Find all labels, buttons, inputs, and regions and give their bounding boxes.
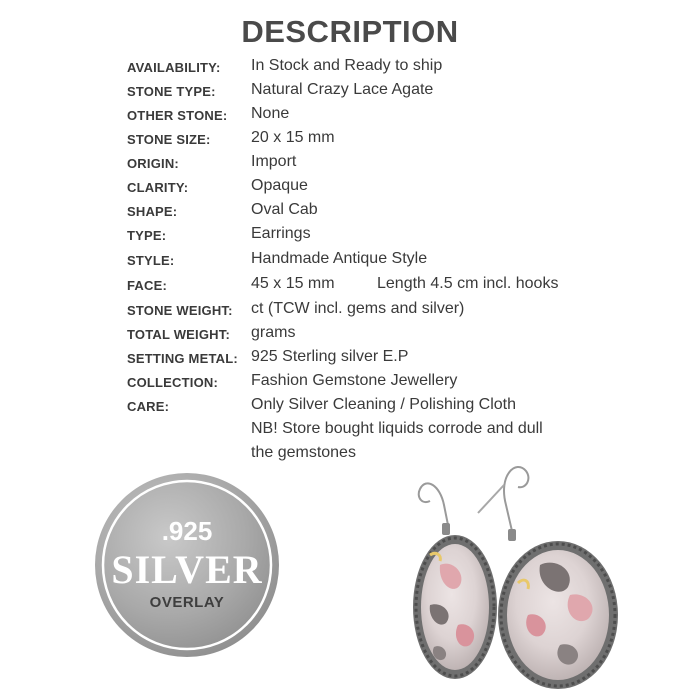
spec-value: Earrings — [251, 225, 311, 242]
spec-value: 925 Sterling silver E.P — [251, 348, 409, 365]
spec-value-length: Length 4.5 cm incl. hooks — [377, 275, 559, 292]
badge-purity: .925 — [161, 516, 213, 546]
spec-label: STONE TYPE: — [127, 84, 216, 99]
spec-value: 45 x 15 mm — [251, 275, 335, 292]
spec-value: Handmade Antique Style — [251, 250, 428, 267]
spec-value: Fashion Gemstone Jewellery — [251, 372, 458, 389]
spec-label: TOTAL WEIGHT: — [127, 327, 230, 342]
spec-label: SHAPE: — [127, 204, 178, 219]
badge-finish: OVERLAY — [149, 594, 225, 611]
earrings-illustration — [400, 455, 640, 695]
spec-label: TYPE: — [127, 228, 167, 243]
spec-label: CLARITY: — [127, 180, 189, 195]
spec-label: AVAILABILITY: — [127, 60, 221, 75]
spec-value: Oval Cab — [251, 201, 318, 218]
spec-label: ORIGIN: — [127, 156, 179, 171]
spec-value: grams — [251, 324, 296, 341]
spec-value: ct (TCW incl. gems and silver) — [251, 300, 465, 317]
spec-label: CARE: — [127, 399, 170, 414]
spec-label: SETTING METAL: — [127, 351, 238, 366]
care-note-line: the gemstones — [251, 444, 356, 461]
spec-label: OTHER STONE: — [127, 108, 228, 123]
spec-value: 20 x 15 mm — [251, 129, 335, 146]
care-note-line: NB! Store bought liquids corrode and dull — [251, 420, 543, 437]
spec-value: Natural Crazy Lace Agate — [251, 81, 434, 98]
spec-label: FACE: — [127, 278, 167, 293]
spec-label: STYLE: — [127, 253, 175, 268]
page-title: DESCRIPTION — [241, 14, 459, 49]
spec-value: In Stock and Ready to ship — [251, 57, 443, 74]
spec-value: Only Silver Cleaning / Polishing Cloth — [251, 396, 517, 413]
earrings-product-image — [400, 455, 640, 695]
spec-label: STONE WEIGHT: — [127, 303, 233, 318]
spec-value: Import — [251, 153, 297, 170]
spec-value: None — [251, 105, 290, 122]
spec-label: STONE SIZE: — [127, 132, 211, 147]
badge-metal: SILVER — [111, 547, 263, 592]
silver-overlay-badge — [94, 472, 280, 658]
spec-value: Opaque — [251, 177, 308, 194]
spec-label: COLLECTION: — [127, 375, 219, 390]
